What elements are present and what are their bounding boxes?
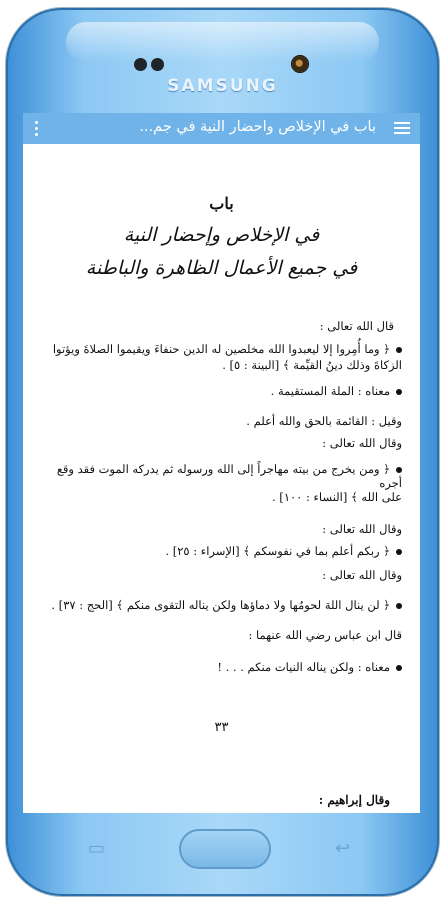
- text-line: معناه : الملة المستقيمة .: [33, 384, 402, 398]
- phone-shine: [66, 22, 379, 62]
- toolbar-title: باب في الإخلاص واحضار النية في جم...: [139, 119, 376, 135]
- hamburger-menu-icon[interactable]: [394, 122, 410, 134]
- page-number: ٣٣: [214, 720, 229, 735]
- next-page-text: وقال إبراهيم :: [318, 793, 390, 807]
- verse-line: ﴿ ربكم أعلم بما في نفوسكم ﴾ [الإسراء : ٢٥] .: [33, 544, 402, 558]
- bullet-icon: [396, 603, 402, 609]
- sensor-dot-icon: [151, 58, 164, 71]
- text-line: وقال الله تعالى :: [322, 522, 402, 536]
- back-icon[interactable]: ↩: [335, 838, 351, 859]
- bullet-icon: [396, 347, 402, 353]
- app-screen: [23, 113, 420, 813]
- text-line: وقيل : القائمة بالحق والله أعلم .: [246, 414, 402, 428]
- verse-line: الزكاةَ وذلك دينُ القيِّمة ﴾ [البينة : ٥] .: [222, 358, 402, 372]
- verse-line: ﴿ وما أُمِروا إلا ليعبدوا الله مخلصين له الدين حنفاءَ ويقيموا الصلاةَ ويؤتوا: [33, 342, 402, 356]
- text-line: قال الله تعالى :: [319, 319, 394, 333]
- front-camera-icon: [292, 56, 308, 72]
- overflow-menu-icon[interactable]: [35, 121, 39, 137]
- chapter-label: باب: [209, 194, 234, 213]
- verse-line: ﴿ ومن يخرج من بيته مهاجراً إلى الله ورسوله ثم يدركه الموت فقد وقع أجره: [56, 462, 402, 490]
- bullet-icon: [396, 467, 402, 473]
- brand-logo: SAMSUNG: [167, 76, 278, 96]
- app-toolbar: [23, 113, 420, 144]
- book-page: [23, 144, 420, 813]
- bullet-icon: [396, 389, 402, 395]
- chapter-heading-line2: في جميع الأعمال الظاهرة والباطنة: [85, 257, 358, 279]
- home-button[interactable]: [179, 829, 271, 869]
- bullet-icon: [396, 549, 402, 555]
- bullet-icon: [396, 665, 402, 671]
- sensor-dot-icon: [134, 58, 147, 71]
- verse-line: على الله ﴾ [النساء : ١٠٠] .: [272, 490, 402, 504]
- recent-apps-icon[interactable]: ▭: [88, 838, 106, 859]
- text-line: وقال الله تعالى :: [322, 568, 402, 582]
- text-line: معناه : ولكن يناله النيات منكم . . . !: [33, 660, 402, 674]
- text-line: وقال الله تعالى :: [322, 436, 402, 450]
- chapter-heading-line1: في الإخلاص وإحضار النية: [123, 224, 320, 246]
- text-line: قال ابن عباس رضي الله عنهما :: [248, 628, 402, 642]
- verse-line: ﴿ لن ينال اللهَ لحومُها ولا دماؤها ولكن يناله التقوى منكم ﴾ [الحج : ٣٧] .: [33, 598, 402, 612]
